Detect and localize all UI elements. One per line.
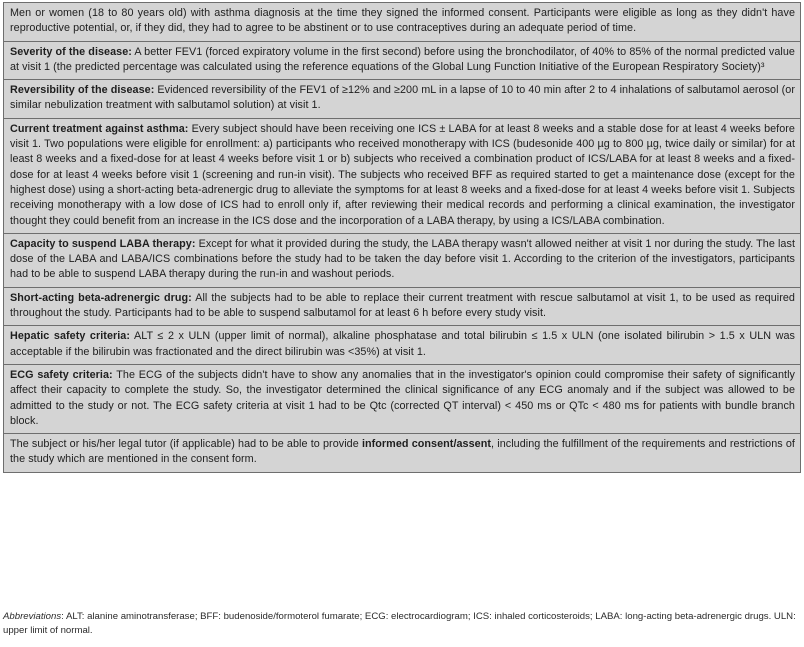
criterion-cell bbox=[4, 3, 801, 42]
criterion-heading: Capacity to suspend LABA therapy: bbox=[10, 237, 196, 250]
criterion-text: The subject or his/her legal tutor (if applicable) had to be able to provide bbox=[10, 438, 362, 451]
criterion-cell bbox=[4, 287, 801, 326]
table-row bbox=[4, 326, 801, 365]
criterion-heading: Hepatic safety criteria: bbox=[10, 330, 130, 343]
table-row bbox=[4, 41, 801, 80]
criterion-cell bbox=[4, 434, 801, 473]
criterion-cell bbox=[4, 118, 801, 233]
criterion-text: The ECG of the subjects didn't have to show any anomalies that in the investigator's opinion could compromise their safety of significantly affect their capacity to complete the study. So, the investigator determined the clinical significance of any ECG anomaly and if the subject was allowed to be admitted to the study or not. The ECG safety criteria at visit 1 had to be Qtc (corrected QT interval) < 450 ms or QTc < 480 ms for patients with bundle branch block. bbox=[10, 368, 795, 427]
criterion-cell bbox=[4, 364, 801, 433]
criterion-heading: Current treatment against asthma: bbox=[10, 122, 189, 135]
footnote-text: : ALT: alanine aminotransferase; BFF: budenoside/formoterol fumarate; ECG: electrocardiogram; ICS: inhaled corticosteroids; LABA: long-acting beta-adrenergic drugs. ULN: upper limit of normal. bbox=[3, 611, 796, 636]
table-row bbox=[4, 118, 801, 233]
criterion-bold-text: informed consent/assent bbox=[361, 438, 492, 451]
criterion-text: , including the fulfillment of the requirements and restrictions of the study which are mentioned in the consent form. bbox=[10, 438, 795, 466]
criterion-text: A better FEV1 (forced expiratory volume in the first second) before using the bronchodilator, of 40% to 85% of the normal predicted value at visit 1 (the predicted percentage was calculated using the reference equations of the Global Lung Function Initiative of the European Respiratory Society)³ bbox=[10, 45, 795, 73]
criterion-heading: Short-acting beta-adrenergic drug: bbox=[10, 291, 192, 304]
table-row bbox=[4, 287, 801, 326]
criterion-cell bbox=[4, 80, 801, 119]
criterion-text: Every subject should have been receiving one ICS ± LABA for at least 8 weeks and a stable dose for at least 4 weeks before visit 1. Two populations were eligible for enrollment: a) participants who received monotherapy with ICS (budesonide 400 µg to 800 µg, twice daily or similar) for at least 8 weeks and a fixed-dose for at least 4 weeks before visit 1 or b) subjects who received a combination product of ICS/LABA for at least 8 weeks and a fixed-dose for at least 4 weeks before visit 1 (screening and run-in visit). The subjects who received BFF as required started to get a maintenance dose (except for the highest dose) using a short-acting beta-adrenergic drug to alleviate the symptoms for at least 8 weeks and a fixed-dose for at least 4 weeks before visit 1. Subjects receiving monotherapy with a low dose of ICS had to enroll only if, after reviewing their medical records and performing a clinical examination, the investigator thought they could benefit from an increase in the ICS dose and the incorporation of a LABA therapy, by using a ICS/LABA combination. bbox=[10, 122, 795, 227]
abbreviations-footnote bbox=[3, 610, 801, 638]
criterion-cell bbox=[4, 41, 801, 80]
criterion-text: ALT ≤ 2 x ULN (upper limit of normal), alkaline phosphatase and total bilirubin ≤ 1.5 x ULN (one isolated bilirubin > 1.5 x ULN was acceptable if the bilirubin was fractionated and the direct bilirubin was <35%) at visit 1. bbox=[10, 330, 795, 358]
table-row bbox=[4, 434, 801, 473]
criterion-text: Evidenced reversibility of the FEV1 of ≥12% and ≥200 mL in a lapse of 10 to 40 min after 2 to 4 inhalations of salbutamol aerosol (or similar nebulization treatment with salbutamol solution) at visit 1. bbox=[10, 84, 795, 112]
inclusion-criteria-table bbox=[3, 2, 801, 473]
criterion-text: All the subjects had to be able to replace their current treatment with rescue salbutamol at visit 1, to be used as required throughout the study. Participants had to be able to suspend salbutamol for at least 6 h before every study visit. bbox=[10, 291, 795, 320]
criterion-heading: Reversibility of the disease: bbox=[10, 84, 155, 97]
table-row bbox=[4, 364, 801, 433]
criterion-cell bbox=[4, 326, 801, 365]
table-row bbox=[4, 3, 801, 42]
criterion-heading: Severity of the disease: bbox=[10, 45, 132, 58]
footnote-label: Abbreviations bbox=[3, 611, 62, 622]
table-row bbox=[4, 233, 801, 287]
table-row bbox=[4, 80, 801, 119]
criterion-cell bbox=[4, 233, 801, 287]
criterion-text: Men or women (18 to 80 years old) with asthma diagnosis at the time they signed the informed consent. Participants were eligible as long as they didn't have reproductive potential, or, if they did, they had to agree to be abstinent or to use contraceptives during an adequate period of time. bbox=[10, 7, 795, 35]
criterion-text: Except for what it provided during the study, the LABA therapy wasn't allowed neither at visit 1 nor during the study. The last dose of the LABA and LABA/ICS combinations before the study had to be taken the day before visit 1. According to the criterion of the investigators, participants had to be able to suspend LABA therapy during the run-in and washout periods. bbox=[10, 237, 795, 281]
criterion-heading: ECG safety criteria: bbox=[10, 368, 113, 381]
